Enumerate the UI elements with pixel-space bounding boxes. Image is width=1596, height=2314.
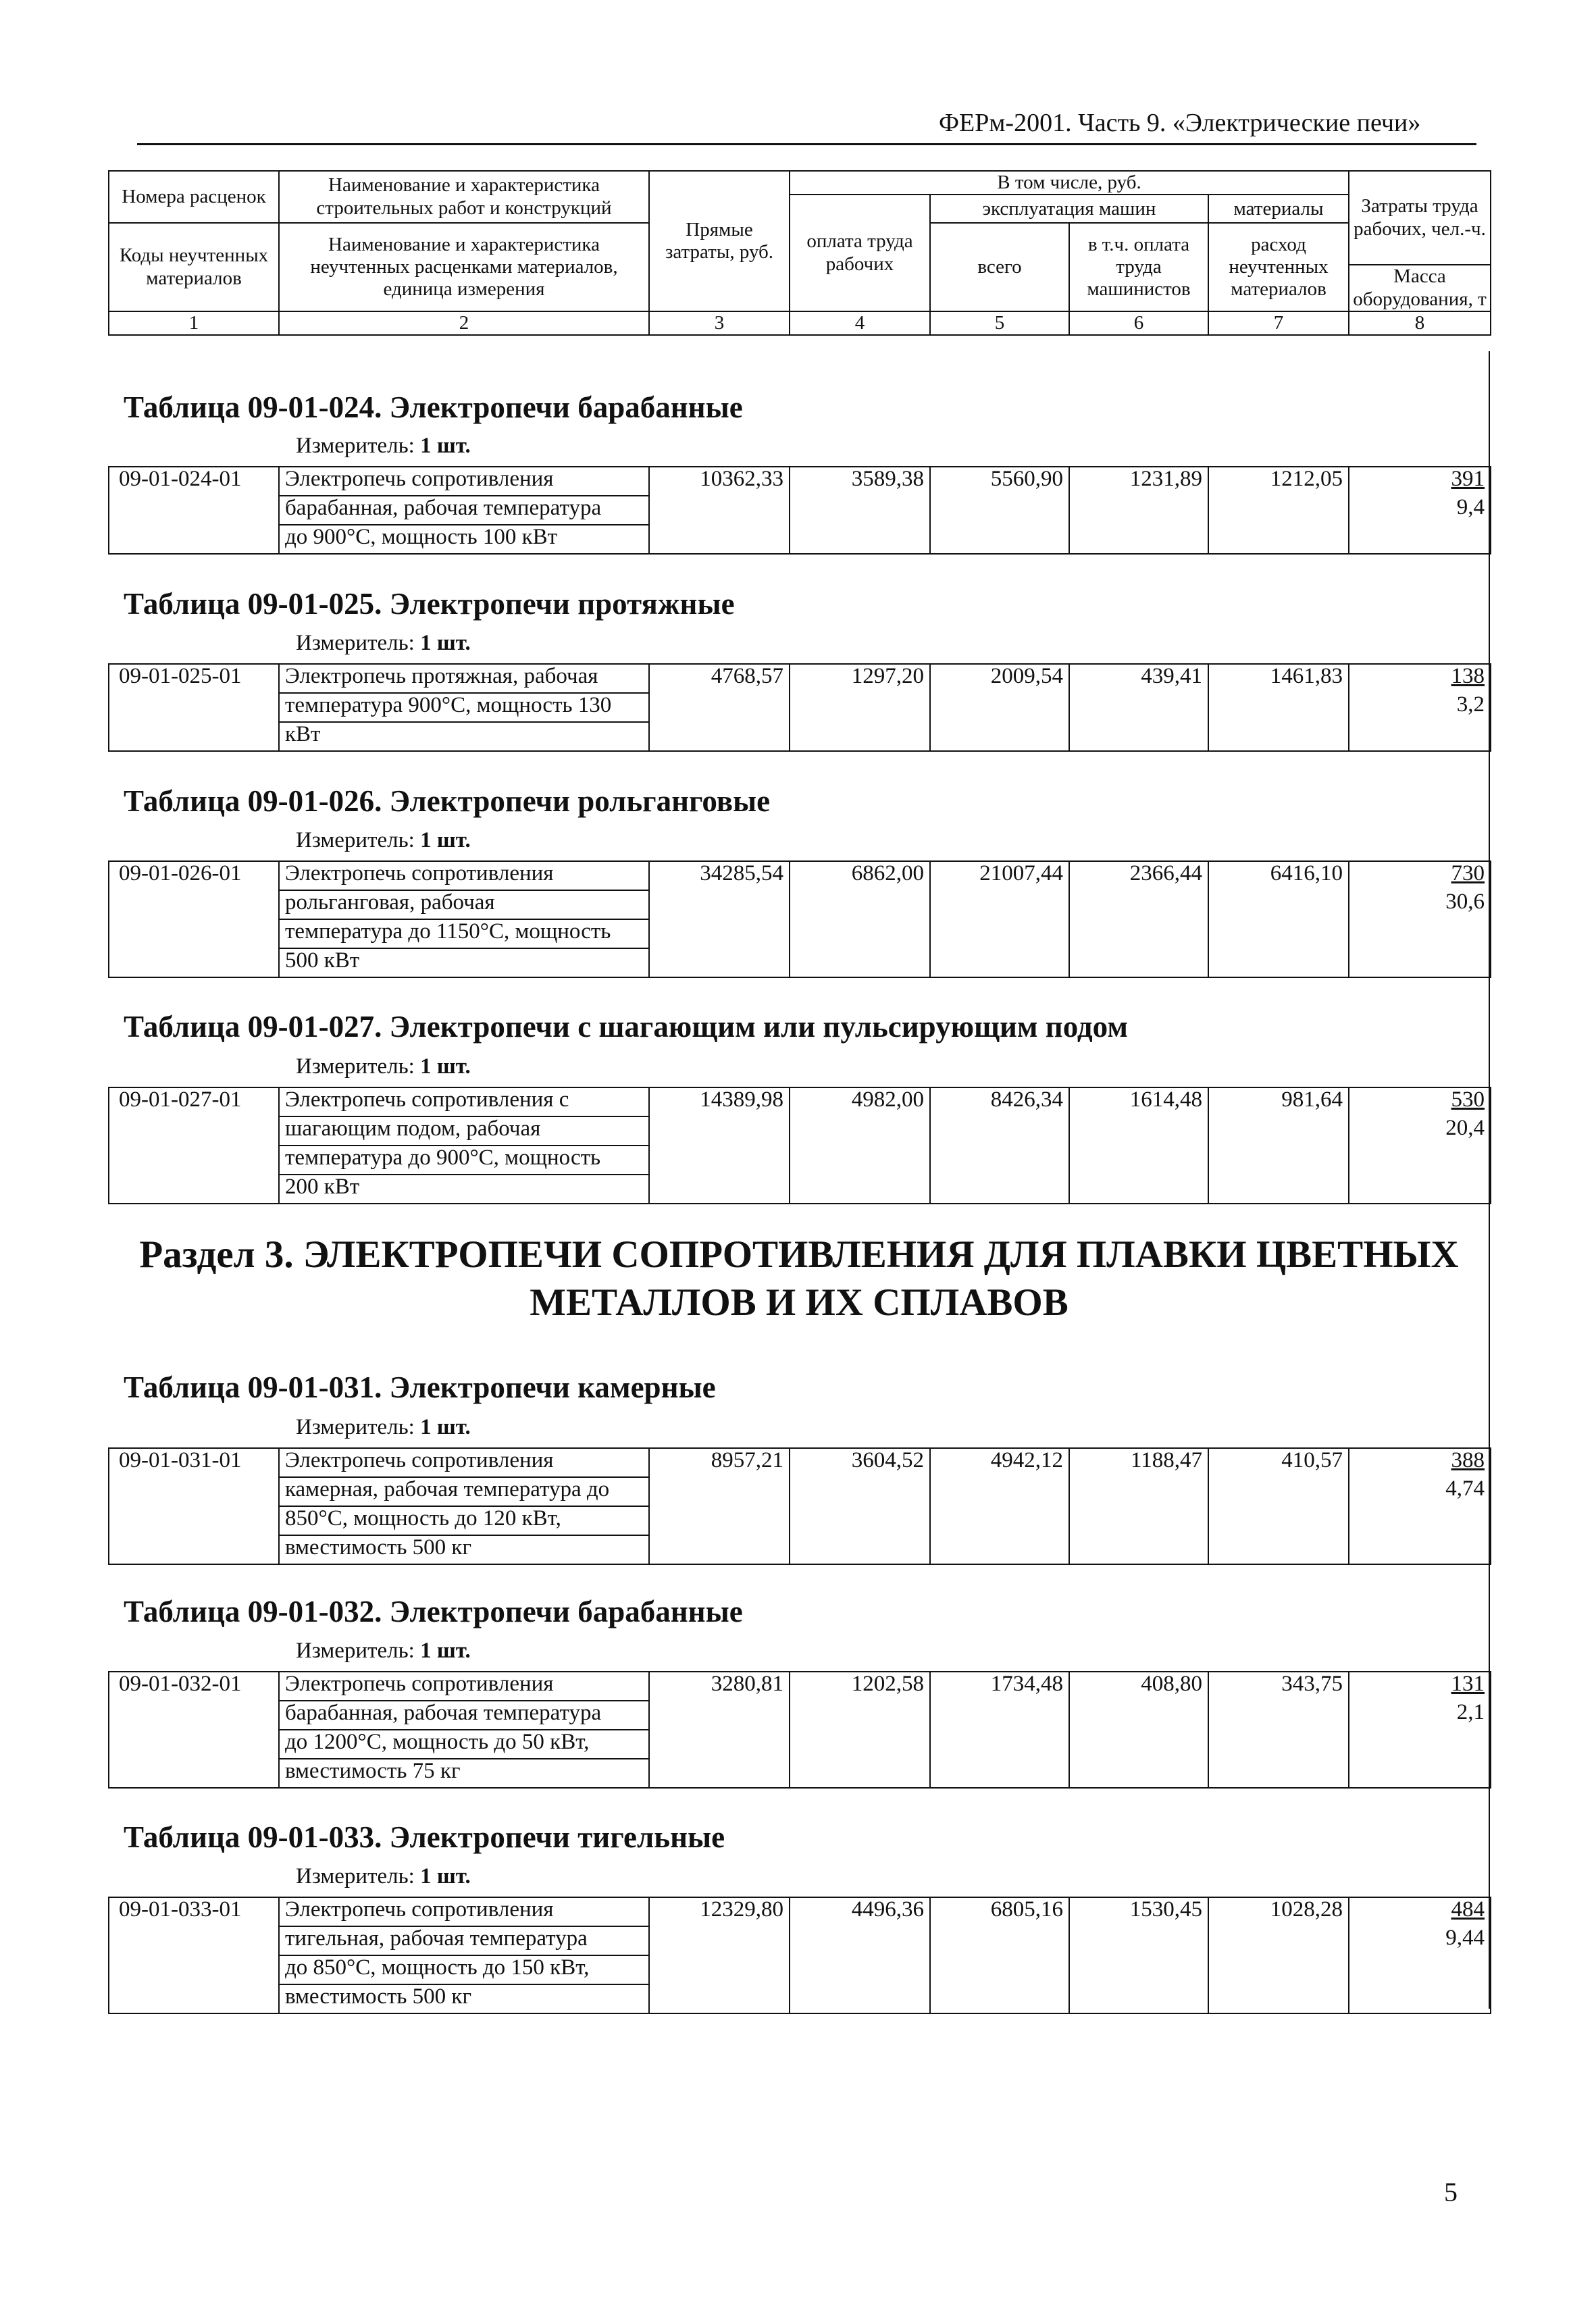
- unit-of-measure: Измеритель: 1 шт.: [296, 1054, 471, 1079]
- rate-table: [108, 1447, 1491, 1565]
- table-title: Таблица 09-01-025. Электропечи протяжные: [124, 587, 735, 621]
- materials-cost: 981,64: [1208, 1087, 1349, 1204]
- labor-pay: 1202,58: [790, 1672, 930, 1788]
- operators-pay: 1530,45: [1069, 1897, 1208, 2013]
- page-number: 5: [1444, 2177, 1458, 2207]
- col-labor-hours-header: Затраты труда рабочих, чел.-ч.: [1349, 171, 1491, 265]
- rate-table: [108, 1897, 1491, 2014]
- rate-code: 09-01-032-01: [109, 1672, 279, 1788]
- unit-of-measure: Измеритель: 1 шт.: [296, 434, 471, 458]
- labor-hours: 484: [1349, 1897, 1491, 1926]
- col-unaccounted-codes-header: Коды неучтенных материалов: [109, 223, 279, 311]
- unit-of-measure: Измеритель: 1 шт.: [296, 1864, 471, 1888]
- machines-total: 21007,44: [930, 861, 1069, 977]
- rate-description: до 900°С, мощность 100 кВт: [279, 525, 649, 554]
- rate-table: [108, 1087, 1491, 1204]
- col-mass-header: Масса оборудования, т: [1349, 265, 1491, 311]
- col-operators-pay-header: в т.ч. оплата труда машинистов: [1069, 223, 1208, 311]
- operators-pay: 1614,48: [1069, 1087, 1208, 1204]
- table-row: [109, 1087, 1491, 1116]
- rate-description: вместимость 75 кг: [279, 1759, 649, 1788]
- rate-description: температура до 900°С, мощность: [279, 1146, 649, 1175]
- col-name-header: Наименование и характеристика строительных работ и конструкций: [279, 171, 649, 223]
- table-row: [109, 861, 1491, 890]
- col-number: 2: [279, 311, 649, 335]
- col-number: 4: [790, 311, 930, 335]
- col-machines-total-header: всего: [930, 223, 1069, 311]
- machines-total: 4942,12: [930, 1448, 1069, 1564]
- rate-description: барабанная, рабочая температура: [279, 1701, 649, 1730]
- equipment-mass: 3,2: [1349, 693, 1491, 751]
- rate-description: Электропечь сопротивления: [279, 861, 649, 890]
- materials-cost: 1461,83: [1208, 664, 1349, 751]
- rate-description: кВт: [279, 722, 649, 751]
- table-row: [109, 1448, 1491, 1477]
- direct-cost: 4768,57: [649, 664, 790, 751]
- machines-total: 6805,16: [930, 1897, 1069, 2013]
- header-rule: [137, 143, 1476, 145]
- table-row: [109, 1672, 1491, 1701]
- rate-code: 09-01-031-01: [109, 1448, 279, 1564]
- col-codes-header: Номера расценок: [109, 171, 279, 223]
- rate-description: до 850°С, мощность до 150 кВт,: [279, 1955, 649, 1984]
- col-group-header: В том числе, руб.: [790, 171, 1349, 195]
- rate-description: до 1200°С, мощность до 50 кВт,: [279, 1730, 649, 1759]
- rate-table: [108, 466, 1491, 555]
- table-title: Таблица 09-01-027. Электропечи с шагающим или пульсирующим подом: [124, 1010, 1128, 1044]
- rate-description: температура до 1150°С, мощность: [279, 919, 649, 948]
- labor-hours: 391: [1349, 467, 1491, 496]
- table-title: Таблица 09-01-024. Электропечи барабанные: [124, 390, 743, 424]
- column-header-table: [108, 170, 1491, 336]
- labor-pay: 4496,36: [790, 1897, 930, 2013]
- unit-of-measure: Измеритель: 1 шт.: [296, 1639, 471, 1663]
- rate-description: Электропечь сопротивления: [279, 1897, 649, 1926]
- direct-cost: 10362,33: [649, 467, 790, 554]
- rate-description: 500 кВт: [279, 948, 649, 977]
- rate-table: [108, 1671, 1491, 1789]
- rate-description: Электропечь протяжная, рабочая: [279, 664, 649, 693]
- rate-description: 850°С, мощность до 120 кВт,: [279, 1506, 649, 1535]
- machines-total: 2009,54: [930, 664, 1069, 751]
- col-number: 5: [930, 311, 1069, 335]
- equipment-mass: 2,1: [1349, 1701, 1491, 1788]
- direct-cost: 14389,98: [649, 1087, 790, 1204]
- unit-of-measure: Измеритель: 1 шт.: [296, 1415, 471, 1439]
- labor-hours: 388: [1349, 1448, 1491, 1477]
- table-row: [109, 664, 1491, 693]
- equipment-mass: 9,4: [1349, 496, 1491, 554]
- rate-code: 09-01-025-01: [109, 664, 279, 751]
- rate-description: тигельная, рабочая температура: [279, 1926, 649, 1955]
- operators-pay: 439,41: [1069, 664, 1208, 751]
- equipment-mass: 9,44: [1349, 1926, 1491, 2013]
- table-row: [109, 467, 1491, 496]
- rate-code: 09-01-033-01: [109, 1897, 279, 2013]
- labor-pay: 3604,52: [790, 1448, 930, 1564]
- labor-hours: 530: [1349, 1087, 1491, 1116]
- labor-pay: 3589,38: [790, 467, 930, 554]
- materials-cost: 6416,10: [1208, 861, 1349, 977]
- col-number: 7: [1208, 311, 1349, 335]
- direct-cost: 8957,21: [649, 1448, 790, 1564]
- rate-description: шагающим подом, рабочая: [279, 1116, 649, 1146]
- equipment-mass: 20,4: [1349, 1116, 1491, 1204]
- unit-of-measure: Измеритель: 1 шт.: [296, 828, 471, 852]
- materials-cost: 1028,28: [1208, 1897, 1349, 2013]
- labor-hours: 131: [1349, 1672, 1491, 1701]
- col-unaccounted-name-header: Наименование и характеристика неучтенных расценками материалов, единица измерения: [279, 223, 649, 311]
- operators-pay: 2366,44: [1069, 861, 1208, 977]
- rate-description: рольганговая, рабочая: [279, 890, 649, 919]
- machines-total: 5560,90: [930, 467, 1069, 554]
- materials-cost: 410,57: [1208, 1448, 1349, 1564]
- materials-cost: 343,75: [1208, 1672, 1349, 1788]
- rate-description: вместимость 500 кг: [279, 1535, 649, 1564]
- labor-hours: 138: [1349, 664, 1491, 693]
- rate-description: температура 900°С, мощность 130: [279, 693, 649, 722]
- col-labor-pay-header: оплата труда рабочих: [790, 195, 930, 311]
- rate-description: Электропечь сопротивления: [279, 1672, 649, 1701]
- machines-total: 8426,34: [930, 1087, 1069, 1204]
- labor-pay: 6862,00: [790, 861, 930, 977]
- col-machines-header: эксплуатация машин: [930, 195, 1208, 223]
- section-heading-line: МЕТАЛЛОВ И ИХ СПЛАВОВ: [530, 1281, 1069, 1325]
- col-number: 8: [1349, 311, 1491, 335]
- rate-code: 09-01-026-01: [109, 861, 279, 977]
- running-header: ФЕРм-2001. Часть 9. «Электрические печи»: [939, 109, 1421, 137]
- equipment-mass: 30,6: [1349, 890, 1491, 977]
- machines-total: 1734,48: [930, 1672, 1069, 1788]
- col-number: 3: [649, 311, 790, 335]
- table-title: Таблица 09-01-031. Электропечи камерные: [124, 1370, 716, 1404]
- col-number: 1: [109, 311, 279, 335]
- table-title: Таблица 09-01-033. Электропечи тигельные: [124, 1820, 725, 1854]
- col-materials-consumption-header: расход неучтенных материалов: [1208, 223, 1349, 311]
- rate-table: [108, 663, 1491, 752]
- rate-description: Электропечь сопротивления с: [279, 1087, 649, 1116]
- col-number: 6: [1069, 311, 1208, 335]
- operators-pay: 1231,89: [1069, 467, 1208, 554]
- rate-description: камерная, рабочая температура до: [279, 1477, 649, 1506]
- direct-cost: 34285,54: [649, 861, 790, 977]
- rate-code: 09-01-027-01: [109, 1087, 279, 1204]
- rate-table: [108, 860, 1491, 978]
- operators-pay: 408,80: [1069, 1672, 1208, 1788]
- rate-code: 09-01-024-01: [109, 467, 279, 554]
- unit-of-measure: Измеритель: 1 шт.: [296, 631, 471, 655]
- rate-description: барабанная, рабочая температура: [279, 496, 649, 525]
- section-heading-line: Раздел 3. ЭЛЕКТРОПЕЧИ СОПРОТИВЛЕНИЯ ДЛЯ ПЛАВКИ ЦВЕТНЫХ: [139, 1233, 1459, 1276]
- labor-pay: 1297,20: [790, 664, 930, 751]
- rate-description: вместимость 500 кг: [279, 1984, 649, 2013]
- section-heading: [95, 1231, 1503, 1327]
- rate-description: Электропечь сопротивления: [279, 1448, 649, 1477]
- labor-hours: 730: [1349, 861, 1491, 890]
- table-row: [109, 1897, 1491, 1926]
- col-materials-group-header: материалы: [1208, 195, 1349, 223]
- labor-pay: 4982,00: [790, 1087, 930, 1204]
- materials-cost: 1212,05: [1208, 467, 1349, 554]
- direct-cost: 3280,81: [649, 1672, 790, 1788]
- direct-cost: 12329,80: [649, 1897, 790, 2013]
- col-direct-cost-header: Прямые затраты, руб.: [649, 171, 790, 311]
- equipment-mass: 4,74: [1349, 1477, 1491, 1564]
- table-title: Таблица 09-01-026. Электропечи рольганговые: [124, 784, 771, 818]
- rate-description: Электропечь сопротивления: [279, 467, 649, 496]
- rate-description: 200 кВт: [279, 1175, 649, 1204]
- table-title: Таблица 09-01-032. Электропечи барабанные: [124, 1595, 743, 1628]
- operators-pay: 1188,47: [1069, 1448, 1208, 1564]
